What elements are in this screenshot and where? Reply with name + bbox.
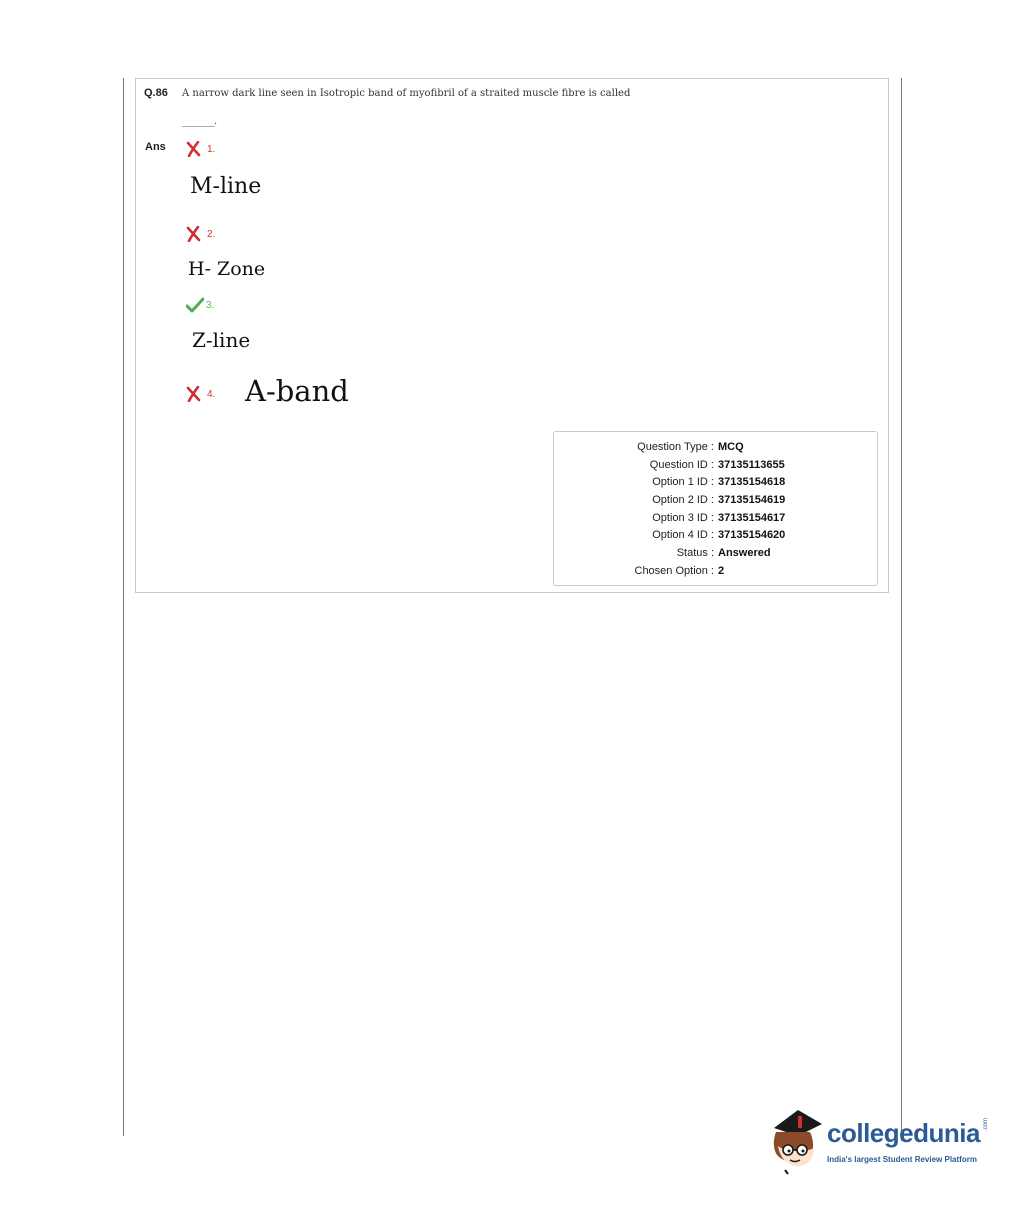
info-label: Chosen Option : (634, 565, 714, 577)
page-border-left (123, 78, 124, 1136)
page-border-right (901, 78, 902, 1141)
brand-suffix: .com (983, 1117, 989, 1131)
info-option-3-id (553, 510, 878, 527)
option-3-marker (186, 297, 214, 313)
option-2-text: H- Zone (188, 258, 266, 280)
info-label: Option 3 ID : (652, 512, 714, 524)
info-value: Answered (718, 547, 771, 559)
option-1-number: 1. (207, 143, 216, 155)
info-option-4-id (553, 527, 878, 544)
brand-tagline: India's largest Student Review Platform (827, 1155, 977, 1164)
question-number: Q.86 (144, 87, 168, 99)
option-3-text: Z-line (192, 328, 251, 352)
info-label: Option 1 ID : (652, 476, 714, 488)
question-text: A narrow dark line seen in Isotropic band of myofibril of a straited muscle fibre is called (182, 88, 631, 99)
info-option-2-id (553, 492, 878, 509)
check-icon (186, 297, 204, 313)
question-blank: ________. (182, 116, 217, 127)
info-value: 37135154620 (718, 529, 786, 541)
option-4-marker (186, 386, 215, 402)
info-value: 37135113655 (718, 459, 785, 471)
info-value: 37135154618 (718, 476, 786, 488)
collegedunia-mascot-icon (768, 1106, 828, 1176)
cross-icon (186, 226, 201, 242)
info-label: Status : (676, 547, 714, 559)
info-value: 37135154619 (718, 494, 786, 506)
cross-icon (186, 386, 201, 402)
info-question-type (553, 439, 878, 456)
option-1-text: M-line (190, 174, 262, 199)
info-label: Question Type : (637, 441, 714, 453)
info-value: MCQ (718, 441, 744, 453)
option-2-number: 2. (207, 228, 216, 240)
info-label: Option 2 ID : (652, 494, 714, 506)
option-4-number: 4. (207, 388, 216, 400)
info-chosen-option (553, 563, 878, 580)
answer-label: Ans (145, 141, 166, 153)
info-value: 37135154617 (718, 512, 786, 524)
info-label: Option 4 ID : (652, 529, 714, 541)
option-1-marker (186, 141, 215, 157)
info-option-1-id (553, 474, 878, 491)
info-value: 2 (718, 565, 725, 577)
info-question-id (553, 457, 878, 474)
cross-icon (186, 141, 201, 157)
option-2-marker (186, 226, 215, 242)
option-4-text: A-band (245, 374, 349, 408)
info-label: Question ID : (649, 459, 714, 471)
option-3-number: 3. (206, 299, 215, 311)
brand-name: collegedunia (827, 1118, 980, 1148)
info-status (553, 545, 878, 562)
